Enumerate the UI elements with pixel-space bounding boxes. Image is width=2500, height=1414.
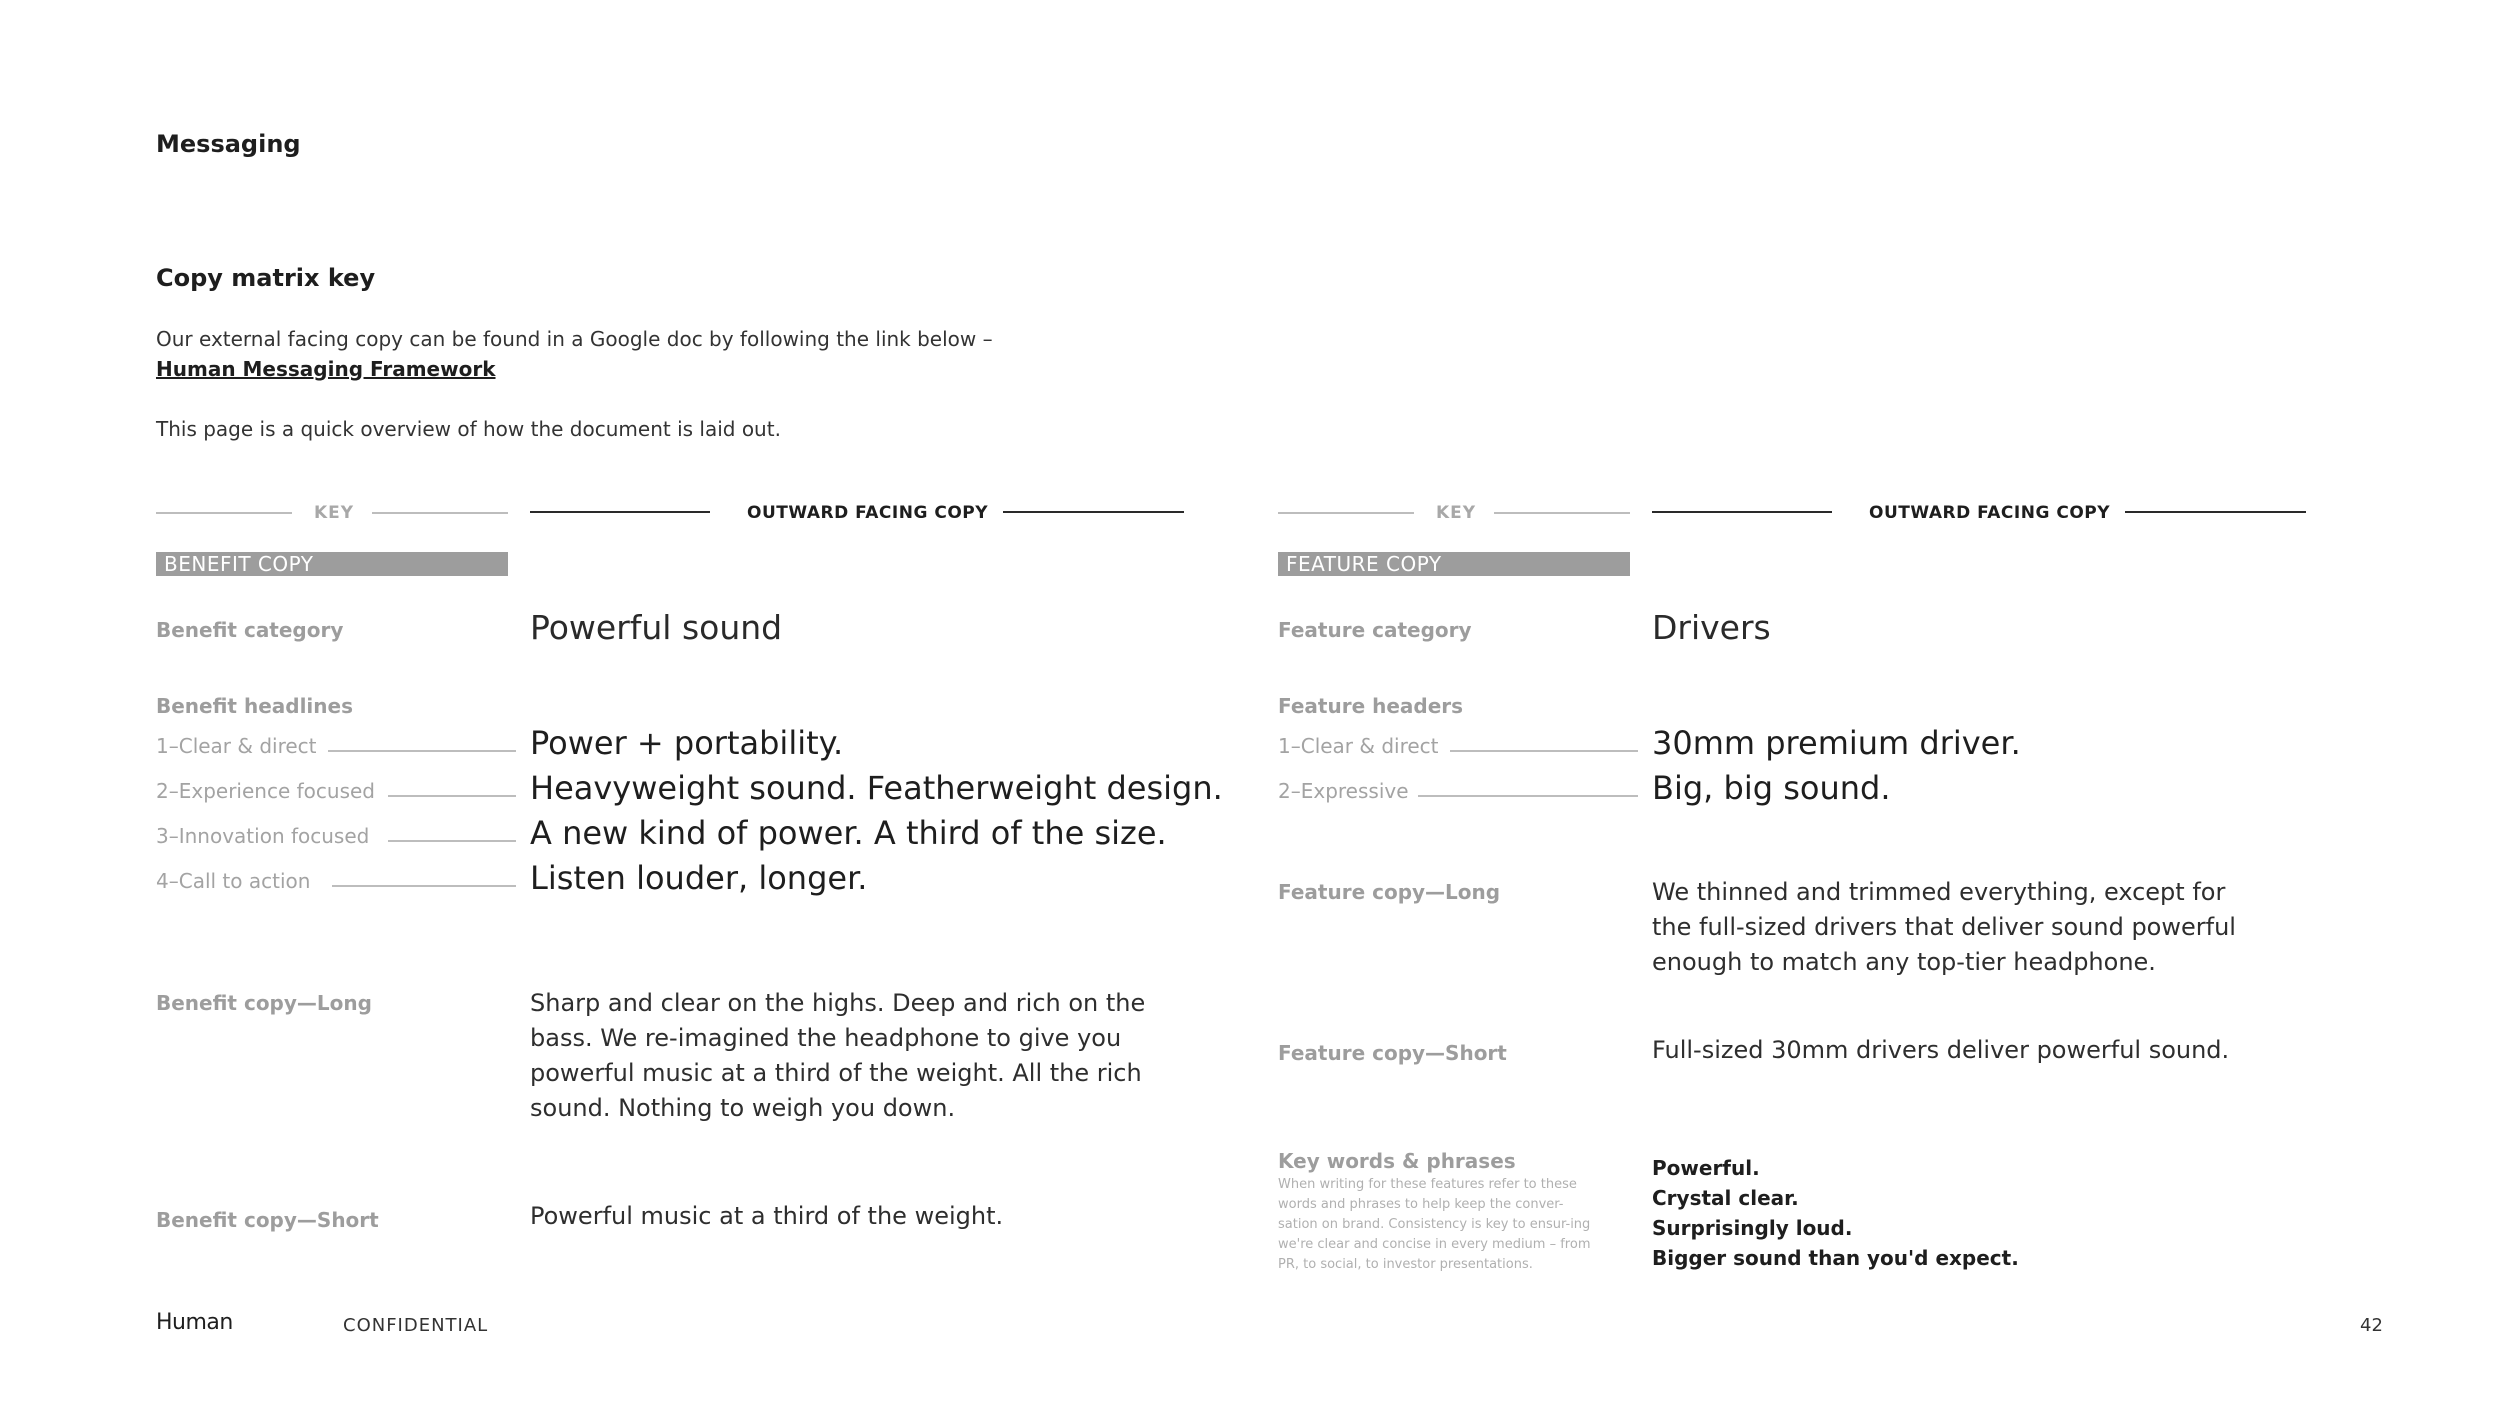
outward-rule-right <box>2125 511 2306 513</box>
feature-header-key-2: 2–Expressive <box>1278 779 1409 803</box>
benefit-category-value: Powerful sound <box>530 608 783 647</box>
benefit-headline-key-2: 2–Experience focused <box>156 779 375 803</box>
keywords-list <box>1652 1153 2019 1273</box>
messaging-framework-link[interactable]: Human Messaging Framework <box>156 357 496 381</box>
key-rule-left <box>156 512 292 514</box>
benefit-headline-key-3: 3–Innovation focused <box>156 824 370 848</box>
keywords-note: When writing for these features refer to these words and phrases to help keep the conver-sation on brand. Consistency is key to ensur-ing we're clear and concise in every medium – from PR, to social, to investor presentations. <box>1278 1177 1591 1272</box>
benefit-category-label: Benefit category <box>156 618 344 642</box>
confidential-label: CONFIDENTIAL <box>343 1315 489 1336</box>
leader-line <box>388 840 516 842</box>
key-rule-right <box>372 512 508 514</box>
benefit-headline-key-4: 4–Call to action <box>156 869 311 893</box>
feature-header-copy-1: 30mm premium driver. <box>1652 724 2021 762</box>
key-rule-left <box>1278 512 1414 514</box>
benefit-short-copy: Powerful music at a third of the weight. <box>530 1202 1004 1230</box>
leader-line <box>388 795 516 797</box>
benefit-headline-copy-2: Heavyweight sound. Featherweight design. <box>530 769 1223 807</box>
leader-line <box>328 750 516 752</box>
leader-line <box>332 885 516 887</box>
benefit-long-label: Benefit copy—Long <box>156 991 372 1015</box>
page-number: 42 <box>2360 1315 2383 1336</box>
feature-header-key-1: 1–Clear & direct <box>1278 734 1439 758</box>
brand-logo: Human <box>156 1310 233 1335</box>
benefit-headline-copy-3: A new kind of power. A third of the size. <box>530 814 1167 852</box>
key-rule-right <box>1494 512 1630 514</box>
benefit-headline-copy-4: Listen louder, longer. <box>530 859 868 897</box>
keyword-item: Powerful. <box>1652 1156 1760 1180</box>
feature-headers-label: Feature headers <box>1278 694 1464 718</box>
intro-text: Our external facing copy can be found in a Google doc by following the link below – <box>156 327 993 351</box>
leader-line <box>1418 795 1638 797</box>
keyword-item: Crystal clear. <box>1652 1186 1799 1210</box>
section-title: Messaging <box>156 130 301 158</box>
feature-banner: FEATURE COPY <box>1278 552 1630 576</box>
feature-long-label: Feature copy—Long <box>1278 880 1501 904</box>
benefit-long-copy: Sharp and clear on the highs. Deep and rich on the bass. We re-imagined the headphone to give you powerful music at a third of the weight. All the rich sound. Nothing to weigh you down. <box>530 989 1146 1122</box>
feature-header-copy-2: Big, big sound. <box>1652 769 1891 807</box>
benefit-banner: BENEFIT COPY <box>156 552 508 576</box>
page-title: Copy matrix key <box>156 264 376 292</box>
feature-short-label: Feature copy—Short <box>1278 1041 1507 1065</box>
feature-long-copy: We thinned and trimmed everything, except for the full-sized drivers that deliver sound powerful enough to match any top-tier headphone. <box>1652 878 2236 976</box>
leader-line <box>1450 750 1638 752</box>
feature-short-copy: Full-sized 30mm drivers deliver powerful sound. <box>1652 1036 2230 1064</box>
feature-key-label: KEY <box>1436 503 1477 523</box>
benefit-short-label: Benefit copy—Short <box>156 1208 379 1232</box>
keywords-label: Key words & phrases <box>1278 1149 1516 1173</box>
benefit-key-label: KEY <box>314 503 355 523</box>
benefit-headline-copy-1: Power + portability. <box>530 724 844 762</box>
feature-category-value: Drivers <box>1652 608 1771 647</box>
intro-text-2: This page is a quick overview of how the document is laid out. <box>156 417 781 441</box>
feature-outward-label: OUTWARD FACING COPY <box>1869 503 2111 523</box>
outward-rule-left <box>530 511 710 513</box>
feature-category-label: Feature category <box>1278 618 1472 642</box>
keyword-item: Surprisingly loud. <box>1652 1216 1853 1240</box>
outward-rule-right <box>1003 511 1184 513</box>
benefit-outward-label: OUTWARD FACING COPY <box>747 503 989 523</box>
benefit-headline-key-1: 1–Clear & direct <box>156 734 317 758</box>
benefit-headlines-label: Benefit headlines <box>156 694 353 718</box>
outward-rule-left <box>1652 511 1832 513</box>
keyword-item: Bigger sound than you'd expect. <box>1652 1246 2019 1270</box>
